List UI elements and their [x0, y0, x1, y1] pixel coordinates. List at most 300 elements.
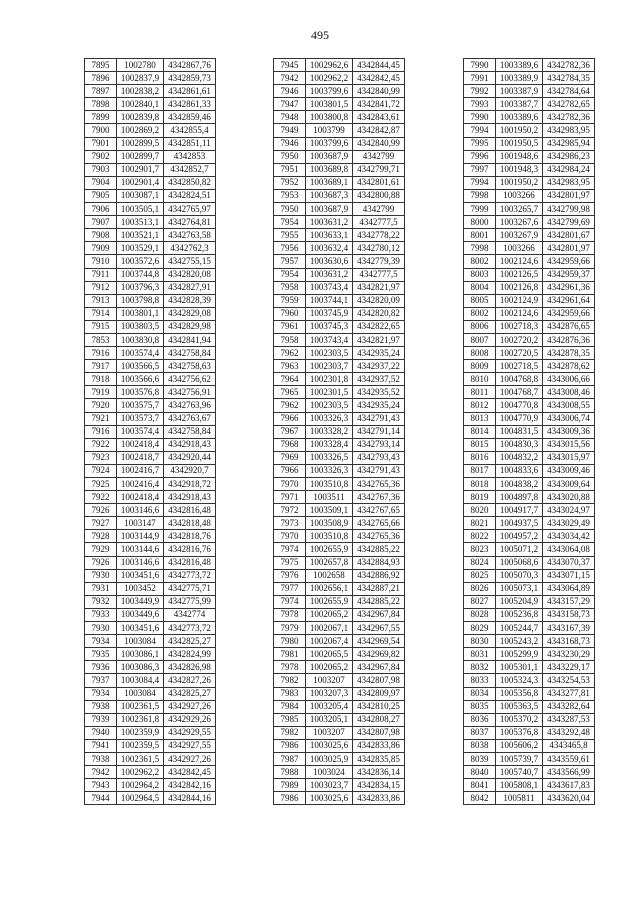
- y-coordinate-cell: 4342758,63: [164, 360, 216, 373]
- y-coordinate-cell: 4342826,98: [164, 661, 216, 674]
- table-row: [274, 320, 405, 333]
- x-coordinate-cell: 1002359,9: [117, 726, 164, 739]
- point-number-cell: 7921: [85, 412, 117, 425]
- table-row: [464, 752, 595, 765]
- x-coordinate-cell: 1003025,6: [306, 739, 353, 752]
- table-row: [464, 674, 595, 687]
- table-row: [464, 255, 595, 268]
- table-row: [274, 229, 405, 242]
- y-coordinate-cell: 4342935,24: [353, 399, 405, 412]
- point-number-cell: 7930: [85, 622, 117, 635]
- table-row: [85, 451, 216, 464]
- x-coordinate-cell: 1003799,6: [306, 137, 353, 150]
- y-coordinate-cell: 4342816,76: [164, 543, 216, 556]
- x-coordinate-cell: 1005376,8: [496, 726, 543, 739]
- y-coordinate-cell: 4342851,11: [164, 137, 216, 150]
- table-row: [464, 504, 595, 517]
- x-coordinate-cell: 1003025,9: [306, 752, 353, 765]
- y-coordinate-cell: 4342929,26: [164, 713, 216, 726]
- y-coordinate-cell: 4342828,39: [164, 294, 216, 307]
- x-coordinate-cell: 1002838,2: [117, 85, 164, 98]
- table-row: [464, 739, 595, 752]
- y-coordinate-cell: 4342799: [353, 203, 405, 216]
- y-coordinate-cell: 4342918,72: [164, 478, 216, 491]
- table-row: [85, 176, 216, 189]
- y-coordinate-cell: 4342967,84: [353, 608, 405, 621]
- y-coordinate-cell: 4342885,22: [353, 543, 405, 556]
- point-number-cell: 7935: [85, 648, 117, 661]
- point-number-cell: 8019: [464, 491, 496, 504]
- x-coordinate-cell: 1003449,9: [117, 595, 164, 608]
- y-coordinate-cell: 4342967,84: [353, 661, 405, 674]
- point-number-cell: 8003: [464, 268, 496, 281]
- table-row: [274, 216, 405, 229]
- y-coordinate-cell: 4342867,76: [164, 59, 216, 72]
- x-coordinate-cell: 1003573,7: [117, 412, 164, 425]
- table-row: [85, 530, 216, 543]
- y-coordinate-cell: 4342842,16: [164, 779, 216, 792]
- x-coordinate-cell: 1003800,8: [306, 111, 353, 124]
- point-number-cell: 7916: [85, 425, 117, 438]
- x-coordinate-cell: 1002656,1: [306, 582, 353, 595]
- point-number-cell: 8017: [464, 464, 496, 477]
- x-coordinate-cell: 1003830,8: [117, 333, 164, 346]
- point-number-cell: 7974: [274, 543, 306, 556]
- y-coordinate-cell: 4343566,99: [543, 766, 595, 779]
- point-number-cell: 7912: [85, 281, 117, 294]
- x-coordinate-cell: 1005808,1: [496, 779, 543, 792]
- table-row: [274, 726, 405, 739]
- y-coordinate-cell: 4342878,35: [543, 347, 595, 360]
- y-coordinate-cell: 4343277,81: [543, 687, 595, 700]
- point-number-cell: 7956: [274, 242, 306, 255]
- x-coordinate-cell: 1003389,9: [496, 72, 543, 85]
- table-row: [274, 635, 405, 648]
- point-number-cell: 7950: [274, 150, 306, 163]
- table-row: [85, 203, 216, 216]
- x-coordinate-cell: 1003745,3: [306, 320, 353, 333]
- table-row: [464, 229, 595, 242]
- y-coordinate-cell: 4342758,84: [164, 347, 216, 360]
- point-number-cell: 7972: [274, 504, 306, 517]
- point-number-cell: 8008: [464, 347, 496, 360]
- y-coordinate-cell: 4343006,74: [543, 412, 595, 425]
- x-coordinate-cell: 1002124,6: [496, 255, 543, 268]
- point-number-cell: 7942: [274, 72, 306, 85]
- point-number-cell: 7932: [85, 595, 117, 608]
- table-row: [85, 687, 216, 700]
- x-coordinate-cell: 1002065,2: [306, 608, 353, 621]
- x-coordinate-cell: 1002964,5: [117, 792, 164, 805]
- x-coordinate-cell: 1003803,5: [117, 320, 164, 333]
- y-coordinate-cell: 4342859,73: [164, 72, 216, 85]
- point-number-cell: 8007: [464, 333, 496, 346]
- x-coordinate-cell: 1002065,5: [306, 648, 353, 661]
- point-number-cell: 7903: [85, 163, 117, 176]
- point-number-cell: 7916: [85, 347, 117, 360]
- y-coordinate-cell: 4343617,83: [543, 779, 595, 792]
- point-number-cell: 7938: [85, 752, 117, 765]
- y-coordinate-cell: 4342801,61: [353, 176, 405, 189]
- x-coordinate-cell: 1003743,4: [306, 333, 353, 346]
- point-number-cell: 8041: [464, 779, 496, 792]
- y-coordinate-cell: 4342756,91: [164, 386, 216, 399]
- y-coordinate-cell: 4342816,48: [164, 504, 216, 517]
- table-row: [85, 320, 216, 333]
- y-coordinate-cell: 4342842,45: [164, 766, 216, 779]
- table-row: [274, 504, 405, 517]
- table-row: [85, 622, 216, 635]
- y-coordinate-cell: 4342777,5: [353, 268, 405, 281]
- x-coordinate-cell: 1004937,5: [496, 517, 543, 530]
- x-coordinate-cell: 1002067,4: [306, 635, 353, 648]
- table-row: [464, 137, 595, 150]
- x-coordinate-cell: 1003745,9: [306, 307, 353, 320]
- y-coordinate-cell: 4342918,43: [164, 438, 216, 451]
- table-row: [274, 189, 405, 202]
- x-coordinate-cell: 1005299,9: [496, 648, 543, 661]
- page-number: 495: [311, 28, 329, 42]
- table-row: [274, 556, 405, 569]
- y-coordinate-cell: 4342841,94: [164, 333, 216, 346]
- table-row: [274, 622, 405, 635]
- point-number-cell: 7976: [274, 569, 306, 582]
- point-number-cell: 7975: [274, 556, 306, 569]
- x-coordinate-cell: 1005606,2: [496, 739, 543, 752]
- table-row: [464, 726, 595, 739]
- table-row: [274, 739, 405, 752]
- y-coordinate-cell: 4342829,08: [164, 307, 216, 320]
- x-coordinate-cell: 1003513,1: [117, 216, 164, 229]
- y-coordinate-cell: 4342935,52: [353, 386, 405, 399]
- x-coordinate-cell: 1004770,8: [496, 399, 543, 412]
- y-coordinate-cell: 4342765,36: [353, 478, 405, 491]
- y-coordinate-cell: 4343287,53: [543, 713, 595, 726]
- point-number-cell: 8028: [464, 608, 496, 621]
- table-row: [85, 425, 216, 438]
- table-row: [274, 98, 405, 111]
- x-coordinate-cell: 1003576,8: [117, 386, 164, 399]
- table-row: [85, 85, 216, 98]
- point-number-cell: 7990: [464, 59, 496, 72]
- table-row: [274, 451, 405, 464]
- point-number-cell: 7946: [274, 85, 306, 98]
- point-number-cell: 7958: [274, 281, 306, 294]
- y-coordinate-cell: 4342835,85: [353, 752, 405, 765]
- table-row: [85, 779, 216, 792]
- y-coordinate-cell: 4342840,99: [353, 137, 405, 150]
- y-coordinate-cell: 4342833,86: [353, 792, 405, 805]
- point-number-cell: 8025: [464, 569, 496, 582]
- x-coordinate-cell: 1002964,2: [117, 779, 164, 792]
- x-coordinate-cell: 1003146,6: [117, 504, 164, 517]
- y-coordinate-cell: 4343168,73: [543, 635, 595, 648]
- x-coordinate-cell: 1003687,3: [306, 189, 353, 202]
- x-coordinate-cell: 1002901,7: [117, 163, 164, 176]
- table-row: [464, 556, 595, 569]
- y-coordinate-cell: 4342920,44: [164, 451, 216, 464]
- point-number-cell: 7983: [274, 687, 306, 700]
- x-coordinate-cell: 1004917,7: [496, 504, 543, 517]
- x-coordinate-cell: 1002839,8: [117, 111, 164, 124]
- y-coordinate-cell: 4342824,99: [164, 648, 216, 661]
- x-coordinate-cell: 1002418,7: [117, 451, 164, 464]
- point-number-cell: 8022: [464, 530, 496, 543]
- table-row: [464, 268, 595, 281]
- y-coordinate-cell: 4342959,37: [543, 268, 595, 281]
- x-coordinate-cell: 1003025,6: [306, 792, 353, 805]
- point-number-cell: 7959: [274, 294, 306, 307]
- x-coordinate-cell: 1003631,2: [306, 216, 353, 229]
- x-coordinate-cell: 1002065,2: [306, 661, 353, 674]
- y-coordinate-cell: 4342824,51: [164, 189, 216, 202]
- table-row: [464, 425, 595, 438]
- y-coordinate-cell: 4342799: [353, 150, 405, 163]
- x-coordinate-cell: 1003631,2: [306, 268, 353, 281]
- x-coordinate-cell: 1003451,6: [117, 622, 164, 635]
- y-coordinate-cell: 4342833,86: [353, 739, 405, 752]
- point-number-cell: 7924: [85, 464, 117, 477]
- y-coordinate-cell: 4342822,65: [353, 320, 405, 333]
- point-number-cell: 7958: [274, 333, 306, 346]
- table-row: [85, 648, 216, 661]
- point-number-cell: 8005: [464, 294, 496, 307]
- table-row: [464, 569, 595, 582]
- x-coordinate-cell: 1003389,6: [496, 111, 543, 124]
- table-row: [274, 176, 405, 189]
- x-coordinate-cell: 1003267,9: [496, 229, 543, 242]
- table-row: [274, 268, 405, 281]
- point-number-cell: 7965: [274, 386, 306, 399]
- table-row: [464, 792, 595, 805]
- x-coordinate-cell: 1003630,6: [306, 255, 353, 268]
- y-coordinate-cell: 4343158,73: [543, 608, 595, 621]
- y-coordinate-cell: 4342985,94: [543, 137, 595, 150]
- table-row: [274, 111, 405, 124]
- coordinate-table-3: [463, 58, 595, 805]
- table-row: [274, 85, 405, 98]
- y-coordinate-cell: 4343009,64: [543, 478, 595, 491]
- y-coordinate-cell: 4342765,97: [164, 203, 216, 216]
- table-row: [85, 399, 216, 412]
- x-coordinate-cell: 1003087,1: [117, 189, 164, 202]
- table-row: [464, 150, 595, 163]
- table-row: [85, 478, 216, 491]
- point-number-cell: 8020: [464, 504, 496, 517]
- point-number-cell: 8023: [464, 543, 496, 556]
- x-coordinate-cell: 1003801,5: [306, 98, 353, 111]
- table-row: [85, 661, 216, 674]
- table-row: [85, 582, 216, 595]
- x-coordinate-cell: 1003511: [306, 491, 353, 504]
- y-coordinate-cell: 4343008,46: [543, 386, 595, 399]
- y-coordinate-cell: 4342827,26: [164, 674, 216, 687]
- table-row: [464, 347, 595, 360]
- point-number-cell: 7945: [274, 59, 306, 72]
- table-row: [85, 543, 216, 556]
- y-coordinate-cell: 4342967,55: [353, 622, 405, 635]
- y-coordinate-cell: 4342820,82: [353, 307, 405, 320]
- table-row: [85, 674, 216, 687]
- table-row: [274, 59, 405, 72]
- y-coordinate-cell: 4342816,48: [164, 556, 216, 569]
- point-number-cell: 8037: [464, 726, 496, 739]
- table-row: [274, 517, 405, 530]
- x-coordinate-cell: 1002418,4: [117, 438, 164, 451]
- x-coordinate-cell: 1002840,1: [117, 98, 164, 111]
- point-number-cell: 7923: [85, 451, 117, 464]
- y-coordinate-cell: 4342799,69: [543, 216, 595, 229]
- table-row: [274, 595, 405, 608]
- y-coordinate-cell: 4342763,67: [164, 412, 216, 425]
- y-coordinate-cell: 4342834,15: [353, 779, 405, 792]
- x-coordinate-cell: 1003505,1: [117, 203, 164, 216]
- x-coordinate-cell: 1005204,9: [496, 595, 543, 608]
- point-number-cell: 7996: [464, 150, 496, 163]
- x-coordinate-cell: 1002657,8: [306, 556, 353, 569]
- x-coordinate-cell: 1003266: [496, 189, 543, 202]
- table-row: [85, 347, 216, 360]
- table-row: [274, 569, 405, 582]
- y-coordinate-cell: 4343229,17: [543, 661, 595, 674]
- table-row: [85, 307, 216, 320]
- point-number-cell: 7902: [85, 150, 117, 163]
- y-coordinate-cell: 4342842,87: [353, 124, 405, 137]
- y-coordinate-cell: 4342782,36: [543, 59, 595, 72]
- y-coordinate-cell: 4342927,26: [164, 700, 216, 713]
- x-coordinate-cell: 1003574,4: [117, 347, 164, 360]
- y-coordinate-cell: 4343064,08: [543, 543, 595, 556]
- x-coordinate-cell: 1003328,4: [306, 438, 353, 451]
- x-coordinate-cell: 1002658: [306, 569, 353, 582]
- table-row: [464, 85, 595, 98]
- y-coordinate-cell: 4343064,89: [543, 582, 595, 595]
- y-coordinate-cell: 4342777,5: [353, 216, 405, 229]
- y-coordinate-cell: 4342764,81: [164, 216, 216, 229]
- point-number-cell: 7970: [274, 530, 306, 543]
- point-number-cell: 7898: [85, 98, 117, 111]
- point-number-cell: 7907: [85, 216, 117, 229]
- x-coordinate-cell: 1003566,6: [117, 373, 164, 386]
- point-number-cell: 7919: [85, 386, 117, 399]
- y-coordinate-cell: 4342773,72: [164, 622, 216, 635]
- x-coordinate-cell: 1002901,4: [117, 176, 164, 189]
- point-number-cell: 7999: [464, 203, 496, 216]
- x-coordinate-cell: 1005068,6: [496, 556, 543, 569]
- y-coordinate-cell: 4342984,24: [543, 163, 595, 176]
- x-coordinate-cell: 1003566,5: [117, 360, 164, 373]
- table-row: [85, 464, 216, 477]
- x-coordinate-cell: 1002124,9: [496, 294, 543, 307]
- point-number-cell: 7969: [274, 451, 306, 464]
- x-coordinate-cell: 1003326,5: [306, 451, 353, 464]
- table-row: [85, 163, 216, 176]
- y-coordinate-cell: 4342791,43: [353, 464, 405, 477]
- x-coordinate-cell: 1003510,8: [306, 530, 353, 543]
- x-coordinate-cell: 1003207: [306, 726, 353, 739]
- table-row: [85, 216, 216, 229]
- y-coordinate-cell: 4342876,65: [543, 320, 595, 333]
- point-number-cell: 7960: [274, 307, 306, 320]
- y-coordinate-cell: 4343009,36: [543, 425, 595, 438]
- y-coordinate-cell: 4342836,14: [353, 766, 405, 779]
- table-row: [274, 399, 405, 412]
- y-coordinate-cell: 4342820,09: [353, 294, 405, 307]
- x-coordinate-cell: 1005243,2: [496, 635, 543, 648]
- point-number-cell: 7926: [85, 504, 117, 517]
- table-row: [274, 608, 405, 621]
- point-number-cell: 8006: [464, 320, 496, 333]
- table-row: [274, 307, 405, 320]
- table-row: [85, 491, 216, 504]
- x-coordinate-cell: 1001948,3: [496, 163, 543, 176]
- y-coordinate-cell: 4343157,29: [543, 595, 595, 608]
- point-number-cell: 7986: [274, 739, 306, 752]
- point-number-cell: 8011: [464, 386, 496, 399]
- point-number-cell: 8013: [464, 412, 496, 425]
- point-number-cell: 7948: [274, 111, 306, 124]
- x-coordinate-cell: 1005363,5: [496, 700, 543, 713]
- point-number-cell: 7895: [85, 59, 117, 72]
- point-number-cell: 7962: [274, 399, 306, 412]
- point-number-cell: 7951: [274, 163, 306, 176]
- table-row: [464, 412, 595, 425]
- x-coordinate-cell: 1005073,1: [496, 582, 543, 595]
- x-coordinate-cell: 1003023,7: [306, 779, 353, 792]
- y-coordinate-cell: 4342793,43: [353, 451, 405, 464]
- y-coordinate-cell: 4342809,97: [353, 687, 405, 700]
- table-row: [274, 373, 405, 386]
- point-number-cell: 7966: [274, 412, 306, 425]
- y-coordinate-cell: 4343008,55: [543, 399, 595, 412]
- table-row: [464, 333, 595, 346]
- x-coordinate-cell: 1003084,4: [117, 674, 164, 687]
- y-coordinate-cell: 4342801,67: [543, 229, 595, 242]
- y-coordinate-cell: 4343015,97: [543, 451, 595, 464]
- point-number-cell: 7970: [274, 478, 306, 491]
- table-row: [464, 530, 595, 543]
- y-coordinate-cell: 4343009,46: [543, 464, 595, 477]
- y-coordinate-cell: 4342840,99: [353, 85, 405, 98]
- point-number-cell: 7953: [274, 189, 306, 202]
- table-row: [464, 517, 595, 530]
- point-number-cell: 8031: [464, 648, 496, 661]
- point-number-cell: 7990: [464, 111, 496, 124]
- table-row: [464, 438, 595, 451]
- point-number-cell: 7906: [85, 203, 117, 216]
- point-number-cell: 8033: [464, 674, 496, 687]
- point-number-cell: 7966: [274, 464, 306, 477]
- x-coordinate-cell: 1001950,2: [496, 124, 543, 137]
- point-number-cell: 7930: [85, 569, 117, 582]
- x-coordinate-cell: 1004770,9: [496, 412, 543, 425]
- y-coordinate-cell: 4342841,72: [353, 98, 405, 111]
- point-number-cell: 7954: [274, 216, 306, 229]
- point-number-cell: 7978: [274, 608, 306, 621]
- point-number-cell: 8032: [464, 661, 496, 674]
- table-row: [85, 333, 216, 346]
- y-coordinate-cell: 4343620,04: [543, 792, 595, 805]
- x-coordinate-cell: 1005811: [496, 792, 543, 805]
- point-number-cell: 7992: [464, 85, 496, 98]
- point-number-cell: 8018: [464, 478, 496, 491]
- y-coordinate-cell: 4342818,76: [164, 530, 216, 543]
- y-coordinate-cell: 4342959,66: [543, 255, 595, 268]
- point-number-cell: 7905: [85, 189, 117, 202]
- table-row: [464, 307, 595, 320]
- point-number-cell: 7942: [85, 766, 117, 779]
- table-row: [85, 189, 216, 202]
